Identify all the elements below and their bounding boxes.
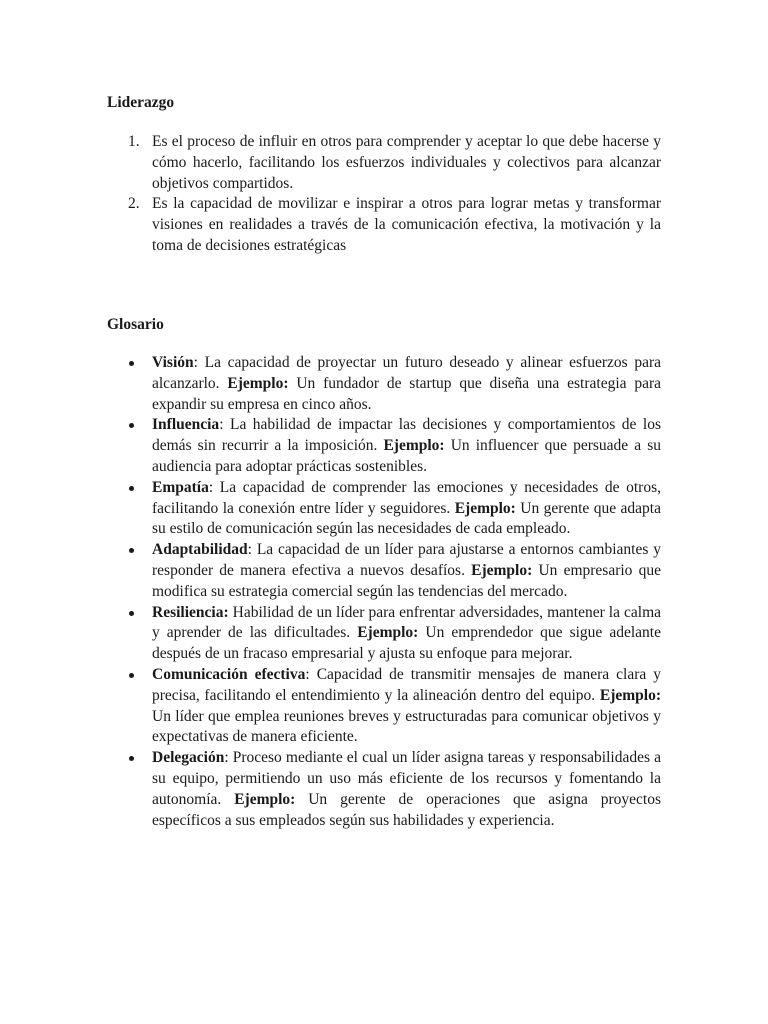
glossary-item [152,748,661,831]
glossary-term: Empatía [152,478,209,496]
glossary-term: Resiliencia: [152,603,229,621]
example-text: Un empresario que modifica su estrategia comercial según las tendencias del mercado. [152,561,661,600]
term-separator: : [224,749,233,767]
glossary-item [152,603,661,665]
bullet-icon [129,486,134,491]
term-separator: : [193,354,205,371]
example-label: Ejemplo: [234,790,296,808]
glossary-definition: Capacidad de transmitir mensajes de manera clara y precisa, facilitando el entendimiento y la alineación dentro del equipo. [152,665,661,704]
example-text: Un fundador de startup que diseña una estrategia para expandir su empresa en cinco años. [152,374,661,413]
term-separator: : [219,416,230,434]
glossary-item [152,478,661,540]
bullet-icon [129,548,134,553]
glossary-definition: La capacidad de un líder para ajustarse a entornos cambiantes y responder de manera efectiva a nuevos desafíos. [152,541,661,579]
glossary-item [152,665,661,748]
list-item [128,194,661,256]
list-number: 1. [128,133,140,150]
definition-text: Es la capacidad de movilizar e inspirar a otros para lograr metas y transformar visiones en realidades a través de la comunicación efectiva, la motivación y la toma de decisiones estratégicas [152,195,661,254]
list-item [128,132,661,194]
glossary-term: Visión [152,354,194,371]
glossary-definition: La capacidad de proyectar un futuro deseado y alinear esfuerzos para alcanzarlo. [152,354,661,392]
bullet-icon [129,611,134,616]
glossary-definition: Habilidad de un líder para enfrentar adversidades, mantener la calma y aprender de las dificultades. [152,603,662,642]
term-separator: : [247,541,257,559]
glossary-term: Adaptabilidad [152,541,248,559]
example-label: Ejemplo: [454,499,516,517]
glossary-item [152,540,661,602]
example-label: Ejemplo: [383,437,445,455]
example-label: Ejemplo: [357,624,419,642]
glossary-definition: La habilidad de impactar las decisiones y comportamientos de los demás sin recurrir a la imposición. [152,416,662,455]
bullet-icon [129,673,134,678]
term-separator: : [208,478,220,496]
bullet-icon [129,756,134,761]
glossary-term: Influencia [152,416,220,434]
glossary-item [152,353,661,415]
example-label: Ejemplo: [227,374,289,392]
glossary-item [152,415,661,477]
glossary-term: Comunicación efectiva [152,665,306,683]
example-text: Un gerente que adapta su estilo de comunicación según las necesidades de cada empleado. [152,499,661,538]
bullet-icon [129,361,134,366]
term-separator: : [305,665,317,683]
example-label: Ejemplo: [471,561,533,579]
glossary-list [152,353,661,831]
example-text: Un líder que emplea reuniones breves y estructuradas para comunicar objetivos y expectativas de manera eficiente. [152,707,661,746]
example-text: Un emprendedor que sigue adelante después de un fracaso empresarial y ajusta su enfoque para mejorar. [152,624,661,663]
glossary-definition: La capacidad de comprender las emociones y necesidades de otros, facilitando la conexión entre líder y seguidores. [152,478,661,517]
list-number: 2. [128,195,140,213]
example-text: Un gerente de operaciones que asigna proyectos específicos a sus empleados según sus habilidades y experiencia. [152,790,661,829]
example-text: Un influencer que persuade a su audiencia para adoptar prácticas sostenibles. [152,437,661,475]
bullet-icon [129,423,134,428]
glossary-term: Delegación [152,749,225,767]
section-heading-glosario: Glosario [107,316,164,333]
section-heading-liderazgo: Liderazgo [107,94,175,111]
definition-text: Es el proceso de influir en otros para comprender y aceptar lo que debe hacerse y cómo hacerlo, facilitando los esfuerzos individuales y colectivos para alcanzar objetivos compartidos. [152,133,661,192]
example-label: Ejemplo: [599,686,661,704]
leadership-definitions-list [128,132,661,257]
glossary-definition: Proceso mediante el cual un líder asigna tareas y responsabilidades a su equipo, permitiendo un uso más eficiente de los recursos y fomentando la autonomía. [152,749,661,808]
